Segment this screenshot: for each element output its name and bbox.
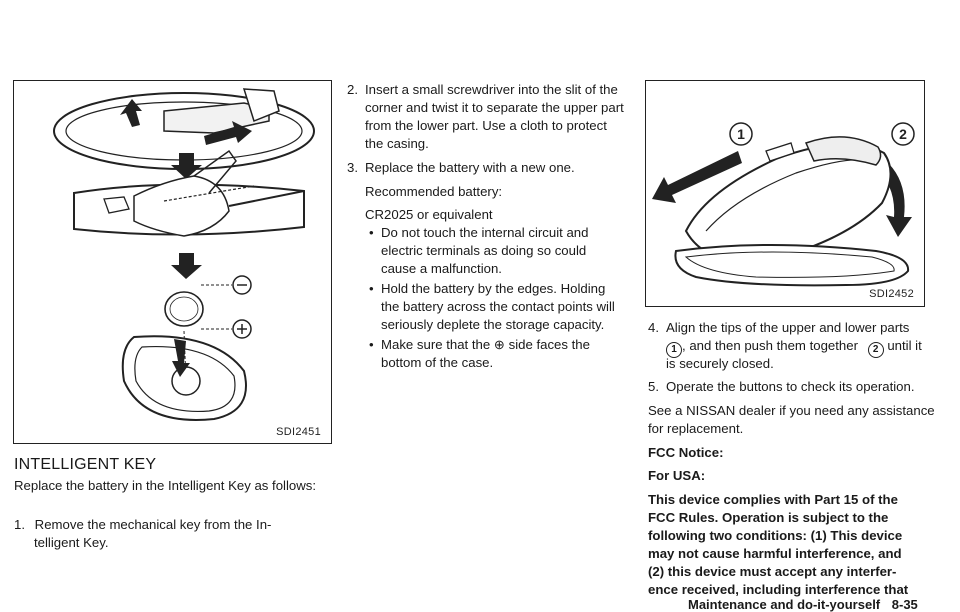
- bullet-dot: •: [369, 281, 374, 296]
- fcc-line-4: may not cause harmful interference, and: [648, 546, 902, 561]
- bullet-2-line-1: Hold the battery by the edges. Holding: [381, 281, 606, 296]
- step-4-text-a: , and then push them together: [682, 338, 858, 353]
- step-3-number: 3.: [347, 160, 358, 175]
- page-footer: [688, 597, 918, 612]
- fcc-line-3: following two conditions: (1) This device: [648, 528, 903, 543]
- fcc-line-6: ence received, including interference that: [648, 582, 909, 597]
- key-reassembly-illustration: [646, 81, 922, 291]
- step-1: [14, 516, 334, 535]
- step-2-line-1: Insert a small screwdriver into the slit of the: [365, 82, 618, 97]
- step-2-line-2: corner and twist it to separate the upper part: [365, 100, 624, 115]
- callout-1-icon: 1: [666, 342, 682, 358]
- step-5-text: Operate the buttons to check its operation.: [666, 379, 915, 394]
- dealer-line-1: See a NISSAN dealer if you need any assistance: [648, 403, 935, 418]
- step-2-number: 2.: [347, 82, 358, 97]
- footer-page-number: 8-35: [891, 597, 918, 612]
- callout-2-icon: 2: [868, 342, 884, 358]
- callout-2: 2: [899, 126, 907, 142]
- dealer-line-2: for replacement.: [648, 421, 744, 436]
- step-2-line-4: the casing.: [365, 136, 429, 151]
- up-arrow-icon: [120, 99, 142, 127]
- figure-sdi2451: [13, 80, 332, 444]
- figure-sdi2452: [645, 80, 925, 307]
- step-5-number: 5.: [648, 379, 659, 394]
- usa-heading: For USA:: [648, 468, 706, 483]
- bullet-dot: •: [369, 225, 374, 240]
- bullet-3-line-1: Make sure that the ⊕ side faces the: [381, 337, 590, 352]
- step-1-continued: telligent Key.: [34, 535, 109, 550]
- callout-1: 1: [737, 126, 745, 142]
- bullet-3-line-2: bottom of the case.: [381, 355, 494, 370]
- battery-replacement-illustration: [14, 81, 330, 421]
- step-text: Remove the mechanical key from the In-: [34, 517, 272, 532]
- figure-label: SDI2452: [869, 288, 914, 300]
- bullet-1-line-3: cause a malfunction.: [381, 261, 502, 276]
- step-2-line-3: from the lower part. Use a cloth to protect: [365, 118, 607, 133]
- step-4-line-1: Align the tips of the upper and lower parts: [666, 320, 910, 335]
- down-arrow-icon: [171, 253, 202, 279]
- fcc-line-5: (2) this device must accept any interfer-: [648, 564, 897, 579]
- bullet-1-line-1: Do not touch the internal circuit and: [381, 225, 589, 240]
- figure-label: SDI2451: [276, 426, 321, 438]
- bullet-2-line-2: the battery across the contact points will: [381, 299, 615, 314]
- bullet-dot: •: [369, 337, 374, 352]
- intro-paragraph: Replace the battery in the Intelligent Key as follows:: [14, 478, 317, 493]
- bullet-1-line-2: electric terminals as doing so could: [381, 243, 587, 258]
- step-3-text: Replace the battery with a new one.: [365, 160, 575, 175]
- fcc-heading: FCC Notice:: [648, 445, 724, 460]
- step-4-line-3: is securely closed.: [666, 356, 774, 371]
- down-arrow-icon: [171, 153, 202, 179]
- step-4-number: 4.: [648, 320, 659, 335]
- fcc-line-2: FCC Rules. Operation is subject to the: [648, 510, 889, 525]
- section-heading: INTELLIGENT KEY: [14, 456, 157, 473]
- fcc-line-1: This device complies with Part 15 of the: [648, 492, 898, 507]
- footer-section: Maintenance and do-it-yourself: [688, 597, 881, 612]
- battery-type: CR2025 or equivalent: [365, 207, 493, 222]
- step-4-text-b: until it: [887, 338, 922, 353]
- recommended-battery-label: Recommended battery:: [365, 184, 503, 199]
- bullet-2-line-3: seriously deplete the storage capacity.: [381, 317, 605, 332]
- step-number: 1.: [14, 517, 25, 532]
